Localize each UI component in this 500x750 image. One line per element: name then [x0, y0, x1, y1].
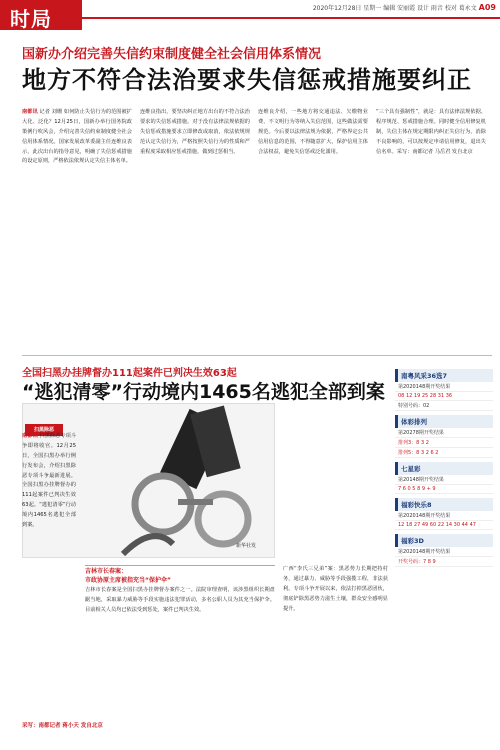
author-credit: 采写：南都记者 蒋小天 发自北京 [22, 723, 103, 729]
lottery-title: 七星彩 [395, 462, 493, 475]
article2-mid-column: 广西“李氏三兄弟”案：黑恶势力长期把持村务，通过暴力、威胁等手段强揽工程，非法获利。专项斗争开展以来，依法打掉黑恶团伙，彻底铲除黑恶势力滋生土壤，群众安全感明显提升。 [283, 566, 388, 612]
lottery-line: 第2020148期开奖结果 [395, 511, 493, 521]
lottery-title: 南粤风采36选7 [395, 369, 493, 382]
lottery-title: 福彩3D [395, 534, 493, 547]
lottery-block [395, 369, 493, 411]
lottery-line: 08 12 19 25 28 31 36 [395, 392, 493, 401]
article1-column [258, 108, 368, 157]
section-divider [22, 355, 492, 356]
page-number: A09 [478, 3, 496, 12]
column-text: 记者 刘珊 如何防止失信行为的范围被扩大化、泛化？12月25日，国新办举行国务院政策例行吹风会，介绍完善失信约束制度健全社会信用体系情况。国家发展改革委副主任连维良表示，此次出台的指导意见，明确了失信惩戒措施的设定原则，严格依法依规认定失信主体名单。 [22, 109, 132, 165]
article1-headline: 地方不符合法治要求失信惩戒措施要纠正 [22, 66, 472, 94]
masthead-meta [313, 3, 496, 12]
dateline: 南都讯 [22, 433, 38, 439]
section-banner [0, 0, 82, 30]
column-text: 扫黑除恶专项斗争即将收官。12月25日，全国扫黑办举行例行发布会，介绍扫黑除恶专项斗争最新进展。全国扫黑办挂牌督办的111起案件已判决生效63起。“逃犯清零”行动境内1465名逃犯全部到案。 [22, 433, 76, 528]
article2-headline: “逃犯清零”行动境内1465名逃犯全部到案 [22, 381, 385, 403]
lottery-line: 特别号码：02 [395, 401, 493, 411]
lottery-line: 排列5：8 3 2 6 2 [395, 448, 493, 458]
case-subhead-line2: 市政协原主席被指充当“保护伞” [85, 577, 171, 584]
section-title: 时局 [10, 7, 52, 31]
lottery-block [395, 462, 493, 494]
lottery-block [395, 415, 493, 458]
masthead [0, 0, 500, 30]
article2-left-column [22, 432, 76, 531]
case-subhead-line1: 吉林市长春案： [85, 568, 128, 575]
photo-credit: 新华社发 [235, 543, 256, 549]
lottery-line: 12 18 27 49 60 22 14 30 44 47 [395, 521, 493, 530]
photo-tag: 扫黑除恶 [25, 424, 63, 436]
case-box [85, 565, 275, 745]
article1-kicker: 国新办介绍完善失信约束制度健全社会信用体系情况 [22, 47, 322, 62]
lottery-line: 排列3：8 3 2 [395, 438, 493, 448]
article1-column [22, 108, 132, 167]
column-text: 连维良介绍，一些地方将交通违法、欠缴物业费、不文明行为等纳入失信范围，这些做法需要规范。今后要以法律法规为依据，严格界定公共信用信息的范围，不得随意扩大，保护信用主体合法权益，避免失信惩戒泛化滥用。 [258, 109, 368, 155]
lottery-block [395, 534, 493, 567]
case-subhead [85, 566, 275, 584]
lottery-title: 体彩排列 [395, 415, 493, 428]
article2-kicker: 全国扫黑办挂牌督办111起案件已判决生效63起 [22, 368, 237, 379]
lottery-line: 第2020148期开奖结果 [395, 547, 493, 557]
lottery-block [395, 498, 493, 530]
dateline: 南都讯 [22, 109, 38, 115]
lottery-title: 福彩快乐8 [395, 498, 493, 511]
article1-column [376, 108, 486, 157]
article1-column [140, 108, 250, 157]
date-line: 2020年12月28日 星期一 编辑 安丽霞 设计 雨音 校对 葛永文 [312, 5, 477, 12]
column-text: 连维良指出，要坚决纠正地方出台的不符合法治要求的失信惩戒措施。对于没有法律法规依据的失信惩戒措施要求立即修改或取消，依法依规规范认定失信行为，严格按照失信行为的性质和严重程度采取相应惩戒措施，做到过惩相当。 [140, 109, 250, 155]
lottery-line: 第2020148期开奖结果 [395, 382, 493, 392]
lottery-line: 7 6 0 5 8 9 + 9 [395, 485, 493, 494]
lottery-panel [395, 365, 493, 745]
lottery-line: 第20148期开奖结果 [395, 475, 493, 485]
case-text: 吉林市长春案是全国扫黑办挂牌督办案件之一。法院审理查明，该涉黑组织长期盘踞当地，采取暴力威胁等手段实施违法犯罪活动，多名公职人员为其充当保护伞。目前相关人员均已依法受到惩处，案件已判决生效。 [85, 587, 275, 613]
lottery-line: 开奖号码：7 8 9 [395, 557, 493, 567]
column-text: “三个具有强制性”，就是：具有法律法规依据、程序规范、惩戒措施合理。同时健全信用修复机制，失信主体在规定期限内纠正失信行为、消除不良影响的，可以按规定申请信用修复，退出失信名单。采写：南都记者 马岳君 发自北京 [376, 109, 486, 155]
masthead-rule [82, 17, 500, 19]
lottery-line: 第20278期开奖结果 [395, 428, 493, 438]
